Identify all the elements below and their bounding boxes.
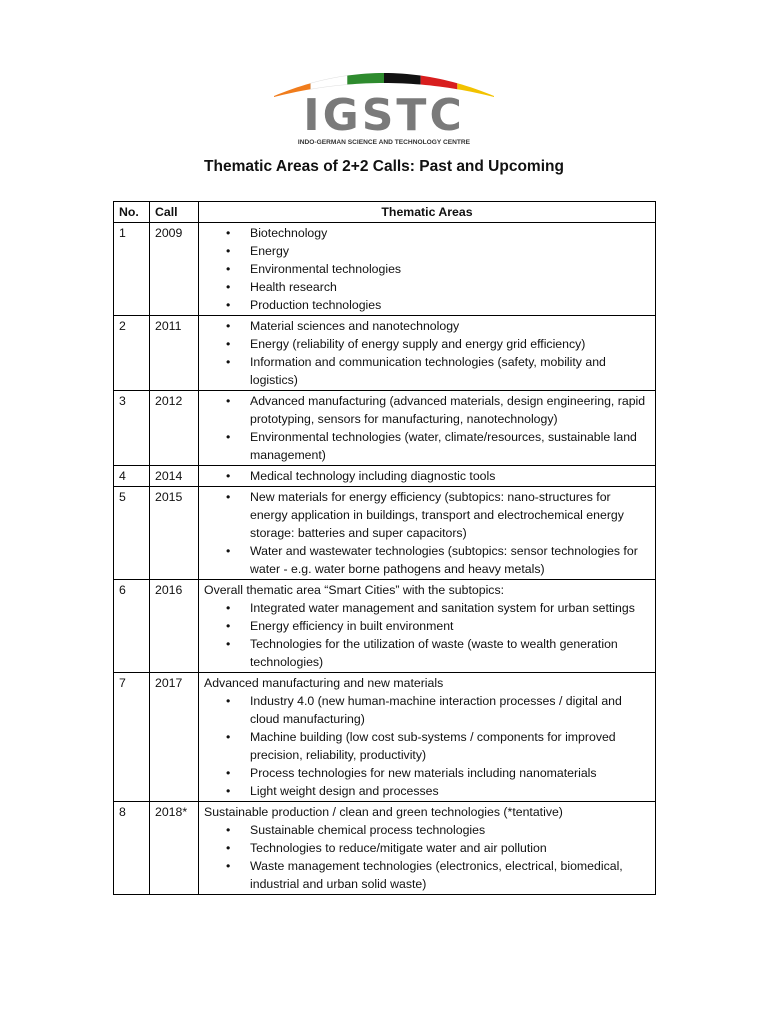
bullet-icon: •: [226, 469, 231, 483]
bullet-icon: •: [226, 766, 231, 780]
list-item-text: Production technologies: [250, 298, 382, 312]
table-row: [114, 580, 656, 673]
logo-arc-band: [421, 76, 458, 90]
bullet-icon: •: [226, 694, 231, 708]
list-item: [204, 728, 650, 764]
bullet-icon: •: [226, 355, 231, 369]
thematic-list: [204, 599, 650, 671]
bullet-icon: •: [226, 730, 231, 744]
cell-no: 1: [114, 223, 150, 316]
cell-call: 2017: [150, 673, 199, 802]
list-item-text: Technologies to reduce/mitigate water and air pollution: [250, 841, 547, 855]
list-item-text: Water and wastewater technologies (subtopics: sensor technologies for water - e.g. water borne pathogens and heavy metals): [250, 544, 638, 576]
header-call: Call: [150, 202, 199, 223]
cell-call: 2009: [150, 223, 199, 316]
list-item: [204, 353, 650, 389]
list-item-text: Health research: [250, 280, 337, 294]
cell-thematic-areas: [199, 487, 656, 580]
bullet-icon: •: [226, 319, 231, 333]
cell-no: 4: [114, 466, 150, 487]
bullet-icon: •: [226, 244, 231, 258]
bullet-icon: •: [226, 823, 231, 837]
bullet-icon: •: [226, 280, 231, 294]
list-item-text: Advanced manufacturing (advanced materials, design engineering, rapid prototyping, sensors for manufacturing, nanotechnology): [250, 394, 646, 426]
bullet-icon: •: [226, 859, 231, 873]
list-item: [204, 488, 650, 542]
list-item-text: Integrated water management and sanitation system for urban settings: [250, 601, 635, 615]
cell-no: 2: [114, 316, 150, 391]
list-item: [204, 635, 650, 671]
cell-call: 2012: [150, 391, 199, 466]
bullet-icon: •: [226, 226, 231, 240]
logo-area: [0, 70, 768, 148]
logo-arc-band: [311, 76, 348, 90]
header-no: No.: [114, 202, 150, 223]
thematic-list: [204, 821, 650, 893]
list-item-text: Biotechnology: [250, 226, 328, 240]
bullet-icon: •: [226, 337, 231, 351]
cell-thematic-areas: [199, 580, 656, 673]
list-item-text: Energy: [250, 244, 289, 258]
cell-thematic-areas: [199, 673, 656, 802]
cell-call: 2018*: [150, 802, 199, 895]
list-item: [204, 296, 650, 314]
list-item: [204, 392, 650, 428]
list-item-text: Information and communication technologies (safety, mobility and logistics): [250, 355, 606, 387]
thematic-list: [204, 392, 650, 464]
list-item: [204, 467, 650, 485]
list-item-text: Technologies for the utilization of waste (waste to wealth generation technologies): [250, 637, 618, 669]
cell-thematic-areas: [199, 223, 656, 316]
cell-call: 2011: [150, 316, 199, 391]
list-item: [204, 692, 650, 728]
list-item-text: Process technologies for new materials including nanomaterials: [250, 766, 597, 780]
logo-text: IGSTC: [303, 90, 465, 141]
thematic-areas-table: [113, 201, 656, 895]
list-item: [204, 428, 650, 464]
logo-arc-band: [384, 73, 421, 85]
table-row: [114, 223, 656, 316]
cell-no: 7: [114, 673, 150, 802]
list-item-text: Energy (reliability of energy supply and energy grid efficiency): [250, 337, 586, 351]
list-item: [204, 839, 650, 857]
cell-no: 5: [114, 487, 150, 580]
list-item-text: Light weight design and processes: [250, 784, 439, 798]
cell-no: 6: [114, 580, 150, 673]
list-item: [204, 782, 650, 800]
thematic-intro: Advanced manufacturing and new materials: [204, 676, 444, 690]
thematic-intro: Sustainable production / clean and green technologies (*tentative): [204, 805, 563, 819]
thematic-intro: Overall thematic area “Smart Cities” with the subtopics:: [204, 583, 505, 597]
bullet-icon: •: [226, 544, 231, 558]
bullet-icon: •: [226, 637, 231, 651]
list-item-text: Waste management technologies (electronics, electrical, biomedical, industrial and urban solid waste): [250, 859, 623, 891]
list-item: [204, 335, 650, 353]
list-item-text: Material sciences and nanotechnology: [250, 319, 460, 333]
list-item: [204, 821, 650, 839]
cell-no: 8: [114, 802, 150, 895]
cell-call: 2015: [150, 487, 199, 580]
logo-arc-band: [347, 73, 384, 85]
list-item: [204, 542, 650, 578]
table-row: [114, 316, 656, 391]
list-item: [204, 317, 650, 335]
bullet-icon: •: [226, 490, 231, 504]
list-item-text: Medical technology including diagnostic tools: [250, 469, 496, 483]
table-row: [114, 466, 656, 487]
list-item: [204, 599, 650, 617]
document-title: Thematic Areas of 2+2 Calls: Past and Upcoming: [204, 158, 564, 175]
table-body: [114, 223, 656, 895]
table-header-row: [114, 202, 656, 223]
list-item: [204, 278, 650, 296]
igstc-logo: [269, 70, 499, 148]
list-item-text: Machine building (low cost sub-systems / components for improved precision, reliability, productivity): [250, 730, 616, 762]
cell-call: 2014: [150, 466, 199, 487]
table-row: [114, 487, 656, 580]
table-row: [114, 391, 656, 466]
list-item-text: Environmental technologies (water, climate/resources, sustainable land management): [250, 430, 637, 462]
list-item-text: Industry 4.0 (new human-machine interaction processes / digital and cloud manufacturing): [250, 694, 622, 726]
list-item: [204, 617, 650, 635]
cell-thematic-areas: [199, 466, 656, 487]
list-item-text: Environmental technologies: [250, 262, 402, 276]
cell-thematic-areas: [199, 802, 656, 895]
list-item: [204, 224, 650, 242]
list-item: [204, 260, 650, 278]
thematic-list: [204, 488, 650, 578]
bullet-icon: •: [226, 601, 231, 615]
thematic-list: [204, 317, 650, 389]
table-row: [114, 673, 656, 802]
bullet-icon: •: [226, 262, 231, 276]
bullet-icon: •: [226, 430, 231, 444]
list-item: [204, 857, 650, 893]
list-item: [204, 242, 650, 260]
thematic-list: [204, 224, 650, 314]
bullet-icon: •: [226, 784, 231, 798]
header-thematic-areas: Thematic Areas: [199, 202, 656, 223]
bullet-icon: •: [226, 841, 231, 855]
logo-subtitle: INDO-GERMAN SCIENCE AND TECHNOLOGY CENTRE: [297, 139, 471, 146]
list-item: [204, 764, 650, 782]
table-row: [114, 802, 656, 895]
list-item-text: Sustainable chemical process technologies: [250, 823, 486, 837]
bullet-icon: •: [226, 394, 231, 408]
cell-thematic-areas: [199, 391, 656, 466]
cell-no: 3: [114, 391, 150, 466]
list-item-text: Energy efficiency in built environment: [250, 619, 454, 633]
thematic-list: [204, 467, 650, 485]
bullet-icon: •: [226, 619, 231, 633]
thematic-list: [204, 692, 650, 800]
bullet-icon: •: [226, 298, 231, 312]
cell-call: 2016: [150, 580, 199, 673]
list-item-text: New materials for energy efficiency (subtopics: nano-structures for energy application in buildings, transport and electrochemical energy storage: batteries and super capacitors): [250, 490, 624, 540]
cell-thematic-areas: [199, 316, 656, 391]
